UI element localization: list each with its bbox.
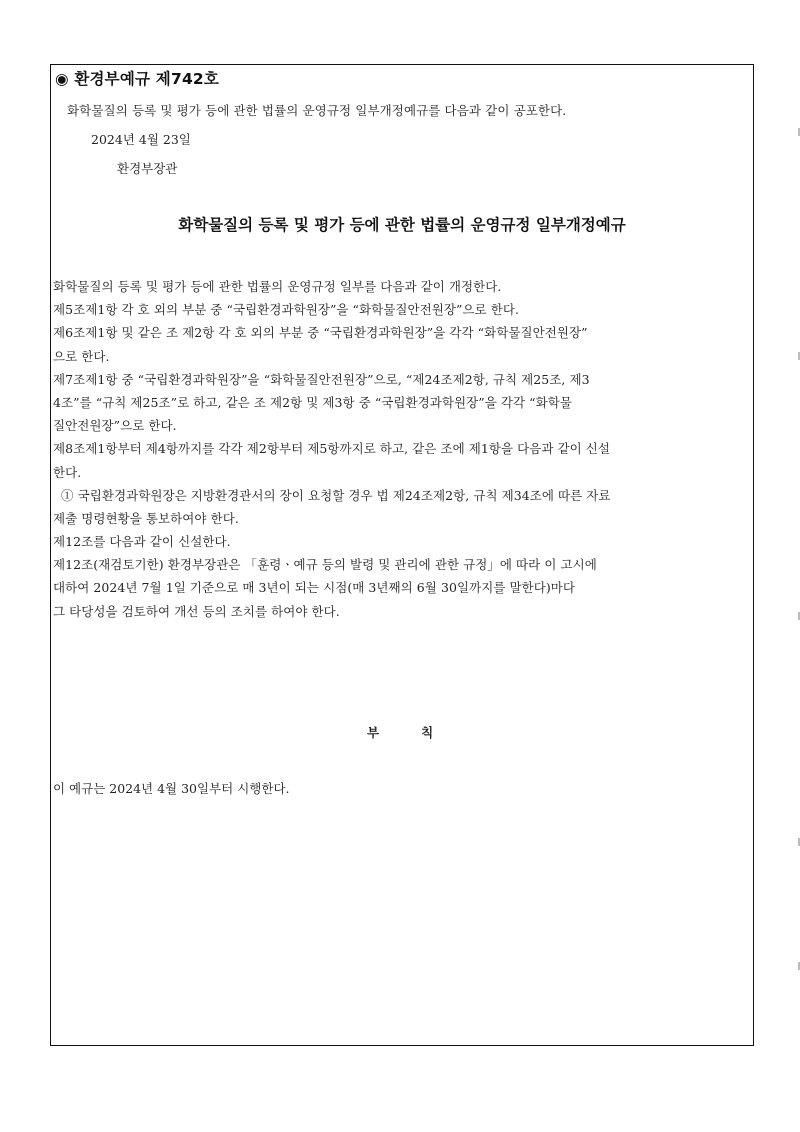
document-title: 화학물질의 등록 및 평가 등에 관한 법률의 운영규정 일부개정예규 <box>178 216 626 234</box>
body-line: 제출 명령현황을 통보하여야 한다. <box>53 510 239 526</box>
promulgation-statement: 화학물질의 등록 및 평가 등에 관한 법률의 운영규정 일부개정예규를 다음과 같이 공포한다. <box>67 103 567 118</box>
gazette-notice-box <box>50 64 754 1046</box>
body-line: 질안전원장”으로 한다. <box>53 418 177 434</box>
regulation-number-heading: ◉ 환경부예규 제742호 <box>55 70 220 88</box>
body-line: ① 국립환경과학원장은 지방환경관서의 장이 요청할 경우 법 제24조제2항, 규칙 제34조에 따른 자료 <box>53 487 611 503</box>
body-line: 그 타당성을 검토하여 개선 등의 조치를 하여야 한다. <box>53 603 340 619</box>
body-line: 으로 한다. <box>53 348 110 364</box>
body-line: 제12조를 다음과 같이 신설한다. <box>53 534 231 550</box>
addendum-text: 이 예규는 2024년 4월 30일부터 시행한다. <box>53 781 290 796</box>
body-line: 제12조(재검토기한) 환경부장관은 「훈령ㆍ예규 등의 발령 및 관리에 관한 규정」에 따라 이 고시에 <box>53 557 597 573</box>
promulgation-date: 2024년 4월 23일 <box>91 132 191 147</box>
body-line: 제6조제1항 및 같은 조 제2항 각 호 외의 부분 중 “국립환경과학원장”을 각각 “화학물질안전원장” <box>53 325 588 341</box>
addendum-heading: 부칙 <box>367 725 476 740</box>
body-line: 4조”를 “규칙 제25조”로 하고, 같은 조 제2항 및 제3항 중 “국립환경과학원장”을 각각 “화학물 <box>53 394 572 410</box>
body-line: 제5조제1항 각 호 외의 부분 중 “국립환경과학원장”을 “화학물질안전원장”으로 한다. <box>53 302 519 318</box>
signer-title: 환경부장관 <box>117 161 178 176</box>
body-line: 화학물질의 등록 및 평가 등에 관한 법률의 운영규정 일부를 다음과 같이 개정한다. <box>53 279 502 294</box>
body-line: 제7조제1항 중 “국립환경과학원장”을 “화학물질안전원장”으로, “제24조제2항, 규칙 제25조, 제3 <box>53 371 590 387</box>
body-line: 대하여 2024년 7월 1일 기준으로 매 3년이 되는 시점(매 3년째의 6월 30일까지를 말한다)마다 <box>53 580 576 596</box>
body-line: 제8조제1항부터 제4항까지를 각각 제2항부터 제5항까지로 하고, 같은 조에 제1항을 다음과 같이 신설 <box>53 441 611 457</box>
amendment-body <box>53 275 749 623</box>
body-line: 한다. <box>53 464 82 480</box>
